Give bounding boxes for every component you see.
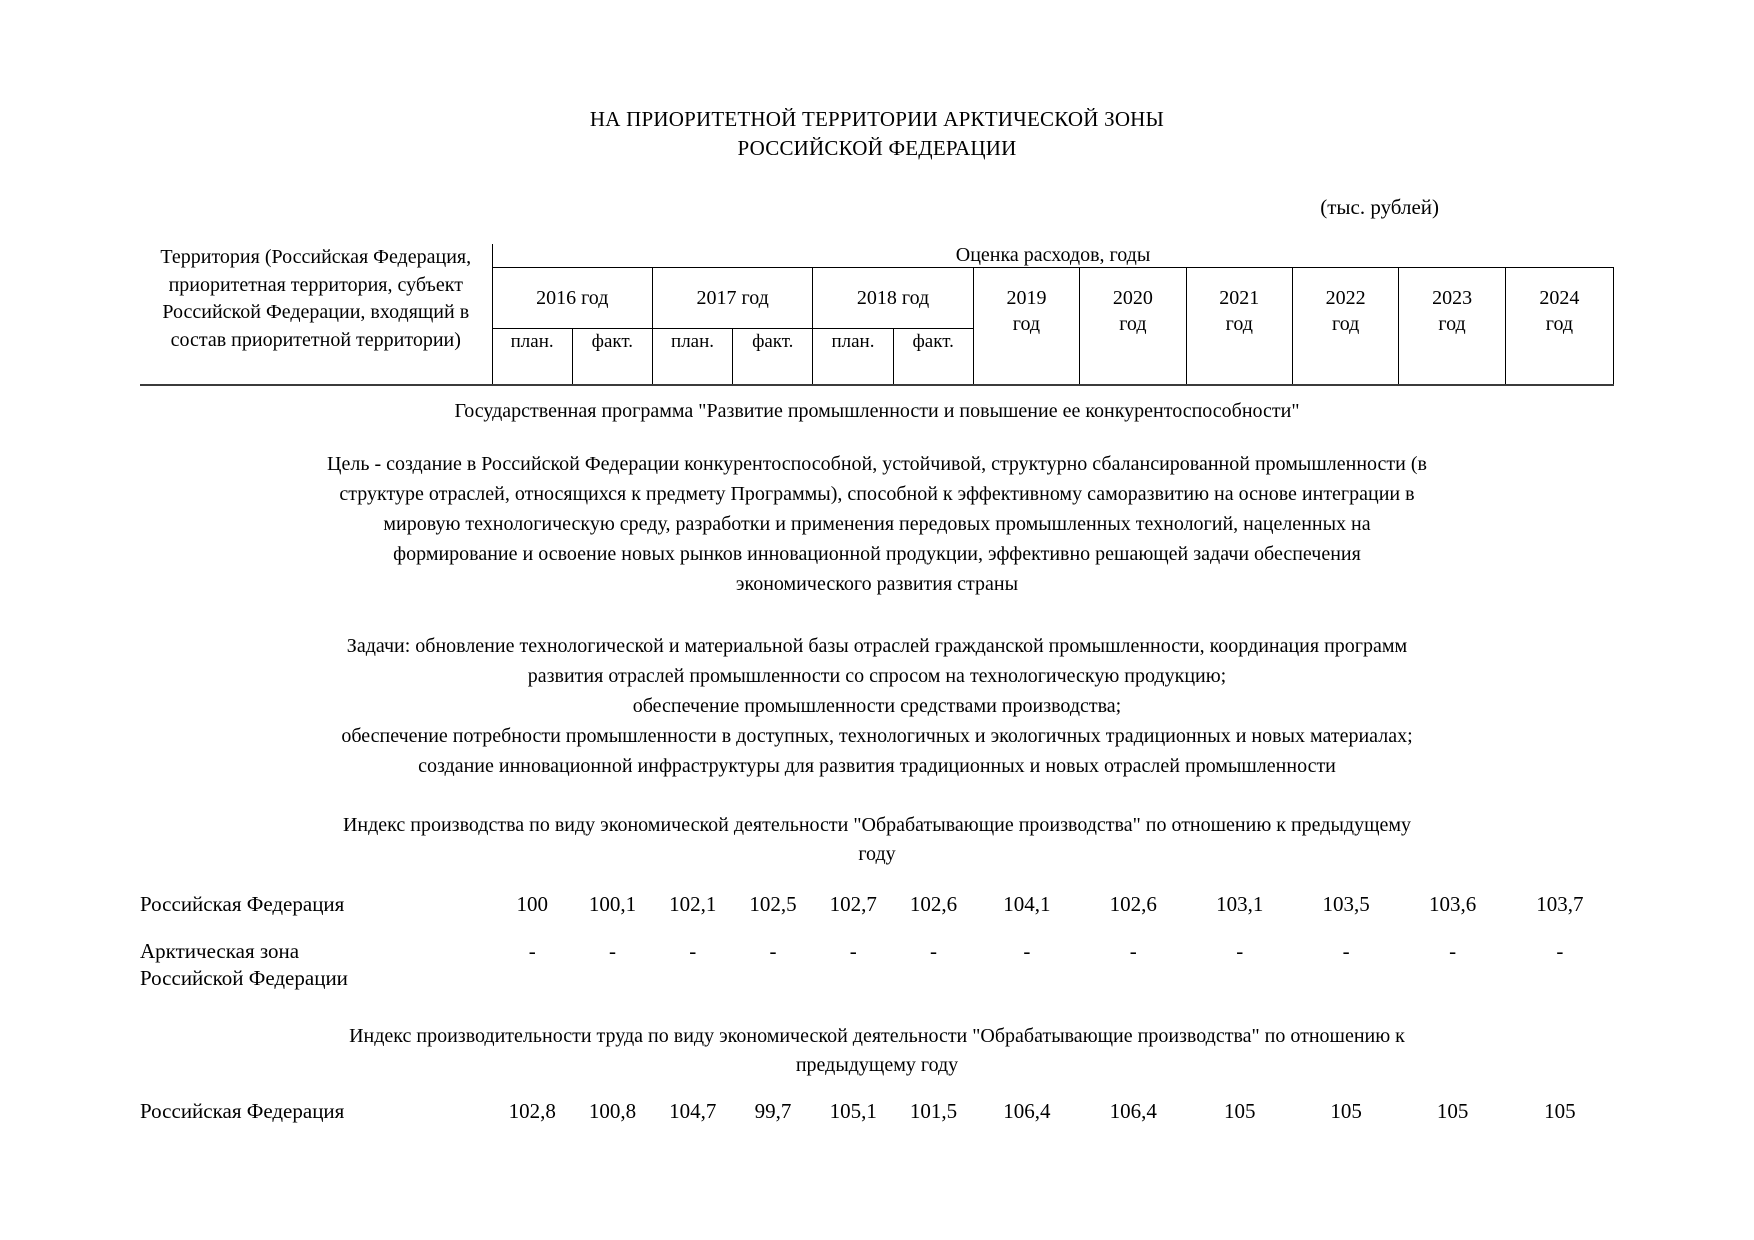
indicator-1-title-block <box>0 781 1754 869</box>
year-header-2018: 2018 год <box>813 268 973 329</box>
cell-i1-r2-c3: - <box>689 939 697 963</box>
row-label-arctic-line-1: Арктическая зона <box>140 939 300 963</box>
cell-i1-r2-c12: - <box>1556 939 1564 963</box>
territory-column-header: Территория (Российская Федерация, приоритетная территория, субъект Российской Федерации, входящий в состав приоритетной территории) <box>140 244 492 354</box>
cell-i1-r1-c12: 103,7 <box>1536 892 1584 916</box>
program-tasks-block <box>0 599 1754 781</box>
table-row <box>140 1098 1614 1125</box>
goal-line-5: экономического развития страны <box>735 573 1019 595</box>
cell-i1-r2-c9: - <box>1236 939 1244 963</box>
spacer-cell-3 <box>652 354 732 385</box>
subheader-2018-fact: факт. <box>893 329 973 354</box>
cell-i1-r2-c6: - <box>930 939 938 963</box>
cell-i2-r1-c7: 106,4 <box>1003 1099 1051 1123</box>
cell-i2-r1-c10: 105 <box>1330 1099 1362 1123</box>
indicator-2-rows <box>0 1080 1754 1125</box>
year-header-2020 <box>1080 268 1186 355</box>
cell-i1-r2-c2: - <box>609 939 617 963</box>
spacer-cell-10 <box>1292 354 1398 385</box>
spacer-cell-5 <box>813 354 893 385</box>
indicator-1-title-line-2: году <box>858 843 896 865</box>
expenses-group-header: Оценка расходов, годы <box>492 244 1613 268</box>
row-label-rf-2: Российская Федерация <box>140 1099 345 1123</box>
indicator-2-title-block <box>0 992 1754 1080</box>
cell-i1-r1-c4: 102,5 <box>749 892 797 916</box>
cell-i1-r2-c4: - <box>769 939 777 963</box>
indicator-2-title-line-1: Индекс производительности труда по виду экономической деятельности "Обрабатывающие производства" по отношению к <box>349 1025 1405 1047</box>
header-spacer-row <box>140 354 1614 385</box>
spacer-cell-territory <box>140 354 492 385</box>
indicator-2-title-line-2: предыдущему году <box>795 1054 959 1076</box>
year-header-2019-num: 2019 <box>1006 287 1047 309</box>
indicator-1-title <box>140 781 1614 869</box>
subheader-2017-fact: факт. <box>733 329 813 354</box>
spacer-cell-6 <box>893 354 973 385</box>
cell-i2-r1-c1: 102,8 <box>508 1099 556 1123</box>
indicator-1-rows-2 <box>0 918 1754 992</box>
indicator-1-title-line-1: Индекс производства по виду экономической деятельности "Обрабатывающие производства" по отношению к предыдущему <box>342 814 1412 836</box>
row-label-rf-1: Российская Федерация <box>140 892 345 916</box>
cell-i2-r1-c3: 104,7 <box>669 1099 717 1123</box>
subheader-2016-plan: план. <box>492 329 572 354</box>
year-header-2020-num: 2020 <box>1112 287 1153 309</box>
year-header-2022 <box>1292 268 1398 355</box>
year-header-2024-num: 2024 <box>1539 287 1580 309</box>
indicator-1-rows <box>0 869 1754 918</box>
indicator-2-title <box>140 992 1614 1080</box>
year-header-2022-word: год <box>1332 313 1360 335</box>
year-header-2022-num: 2022 <box>1325 287 1366 309</box>
program-goal <box>140 423 1614 599</box>
page-title-line-1: НА ПРИОРИТЕТНОЙ ТЕРРИТОРИИ АРКТИЧЕСКОЙ ЗОНЫ <box>589 107 1165 131</box>
goal-line-2: структуре отраслей, относящихся к предмету Программы), способной к эффективному саморазвитию на основе интеграции в <box>339 483 1415 505</box>
program-tasks <box>140 599 1614 781</box>
spacer-cell-9 <box>1186 354 1292 385</box>
tasks-line-1: Задачи: обновление технологической и материальной базы отраслей гражданской промышленности, координация программ <box>346 635 1408 657</box>
year-header-2023-num: 2023 <box>1432 287 1473 309</box>
page-title-line-2: РОССИЙСКОЙ ФЕДЕРАЦИИ <box>737 136 1017 160</box>
year-header-2023-word: год <box>1438 313 1466 335</box>
goal-line-4: формирование и освоение новых рынков инновационной продукции, эффективно решающей задачи обеспечения <box>393 543 1361 565</box>
indicator-1-table <box>140 891 1614 918</box>
cell-i2-r1-c11: 105 <box>1436 1099 1469 1123</box>
main-table <box>140 244 1614 386</box>
tasks-line-2: развития отраслей промышленности со спросом на технологическую продукцию; <box>527 665 1227 687</box>
year-header-2016: 2016 год <box>492 268 652 329</box>
spacer-cell-2 <box>572 354 652 385</box>
cell-i2-r1-c2: 100,8 <box>588 1099 637 1123</box>
spacer-cell-11 <box>1399 354 1505 385</box>
goal-line-1: Цель - создание в Российской Федерации конкурентоспособной, устойчивой, структурно сбалансированной промышленности (в <box>327 453 1427 475</box>
cell-i1-r1-c7: 104,1 <box>1003 892 1051 916</box>
cell-i2-r1-c12: 105 <box>1544 1099 1576 1123</box>
table-row <box>140 891 1614 918</box>
subheader-2017-plan: план. <box>652 329 732 354</box>
year-header-2024 <box>1505 268 1613 355</box>
row-label-arctic-line-2: Российской Федерации <box>140 966 348 990</box>
year-header-2024-word: год <box>1545 313 1574 335</box>
cell-i1-r1-c3: 102,1 <box>669 892 717 916</box>
spacer-cell-8 <box>1080 354 1186 385</box>
table-row <box>140 938 1614 992</box>
cell-i1-r2-c1: - <box>528 939 536 963</box>
tasks-line-3: обеспечение промышленности средствами производства; <box>632 695 1122 717</box>
cell-i1-r1-c10: 103,5 <box>1322 892 1370 916</box>
cell-i1-r1-c11: 103,6 <box>1428 892 1477 916</box>
subheader-2016-fact: факт. <box>572 329 652 354</box>
cell-i1-r1-c1: 100 <box>516 892 549 916</box>
indicator-1-table-2 <box>140 938 1614 992</box>
program-title: Государственная программа "Развитие промышленности и повышение ее конкурентоспособности" <box>454 400 1300 422</box>
cell-i1-r1-c6: 102,6 <box>909 892 958 916</box>
page-title <box>0 0 1754 163</box>
cell-i2-r1-c5: 105,1 <box>829 1099 877 1123</box>
spacer-cell-7 <box>973 354 1079 385</box>
subheader-2018-plan: план. <box>813 329 893 354</box>
cell-i1-r2-c5: - <box>849 939 857 963</box>
units-label: (тыс. рублей) <box>1320 195 1439 219</box>
cell-i2-r1-c6: 101,5 <box>909 1099 958 1123</box>
tasks-line-5: создание инновационной инфраструктуры для развития традиционных и новых отраслей промышленности <box>418 755 1336 777</box>
spacer-cell-12 <box>1505 354 1613 385</box>
cell-i1-r2-c7: - <box>1023 939 1031 963</box>
cell-i1-r1-c5: 102,7 <box>829 892 877 916</box>
year-header-2019 <box>973 268 1079 355</box>
cell-i2-r1-c8: 106,4 <box>1109 1099 1157 1123</box>
row-label-arctic <box>140 938 492 992</box>
cell-i1-r1-c8: 102,6 <box>1109 892 1157 916</box>
program-goal-block <box>0 423 1754 599</box>
year-header-2023 <box>1399 268 1505 355</box>
year-header-2017: 2017 год <box>652 268 812 329</box>
cell-i1-r2-c8: - <box>1129 939 1137 963</box>
year-header-2021-word: год <box>1225 313 1253 335</box>
year-header-2020-word: год <box>1119 313 1147 335</box>
cell-i1-r1-c9: 103,1 <box>1216 892 1264 916</box>
spacer-cell-1 <box>492 354 572 385</box>
cell-i2-r1-c4: 99,7 <box>754 1099 792 1123</box>
indicator-2-table <box>140 1098 1614 1125</box>
year-header-2021-num: 2021 <box>1219 287 1260 309</box>
program-title-block <box>0 386 1754 423</box>
year-header-2019-word: год <box>1012 313 1041 335</box>
goal-line-3: мировую технологическую среду, разработки и применения передовых промышленных технологий, нацеленных на <box>383 513 1371 535</box>
year-header-2021 <box>1186 268 1292 355</box>
tasks-line-4: обеспечение потребности промышленности в доступных, технологичных и экологичных традиционных и новых материалах; <box>341 725 1413 747</box>
table-container <box>0 244 1754 386</box>
cell-i1-r1-c2: 100,1 <box>588 892 637 916</box>
cell-i1-r2-c10: - <box>1342 939 1350 963</box>
cell-i2-r1-c9: 105 <box>1223 1099 1256 1123</box>
spacer-cell-4 <box>733 354 813 385</box>
cell-i1-r2-c11: - <box>1449 939 1457 963</box>
header-row-group <box>140 244 1614 268</box>
